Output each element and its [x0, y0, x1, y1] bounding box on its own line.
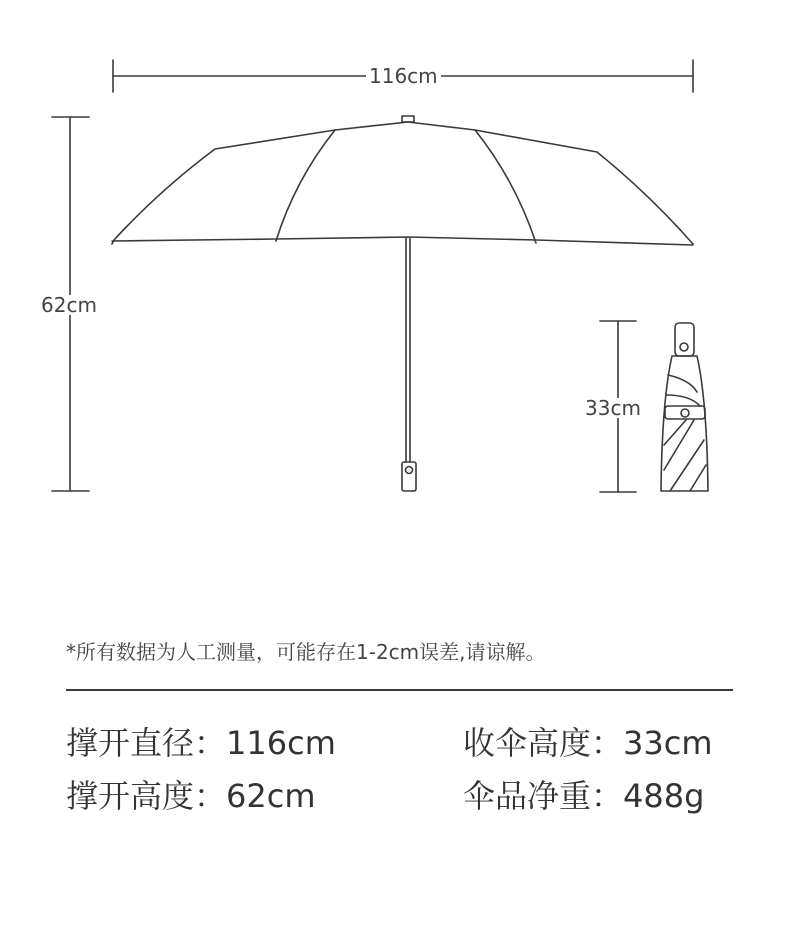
divider [66, 689, 733, 691]
spec-open-height-value: 62cm [226, 777, 316, 815]
height-label: 62cm [38, 295, 100, 315]
spec-net-weight [463, 777, 705, 815]
spec-open-diameter-value: 116cm [226, 724, 336, 762]
spec-folded-height [463, 724, 713, 762]
spec-folded-height-value: 33cm [623, 724, 713, 762]
spec-net-weight-label: 伞品净重： [463, 777, 624, 815]
spec-net-weight-value: 488g [623, 777, 705, 815]
spec-open-diameter-label: 撑开直径： [66, 724, 227, 762]
measurement-note: *所有数据为人工测量，可能存在1-2cm误差,请谅解。 [66, 640, 546, 664]
spec-open-diameter [66, 724, 336, 762]
open-umbrella-icon [112, 116, 693, 491]
folded-height-label: 33cm [582, 398, 644, 418]
spec-folded-height-label: 收伞高度： [463, 724, 624, 762]
spec-open-height-label: 撑开高度： [66, 777, 227, 815]
folded-umbrella-icon [661, 323, 708, 491]
spec-open-height [66, 777, 316, 815]
width-label: 116cm [366, 66, 441, 86]
